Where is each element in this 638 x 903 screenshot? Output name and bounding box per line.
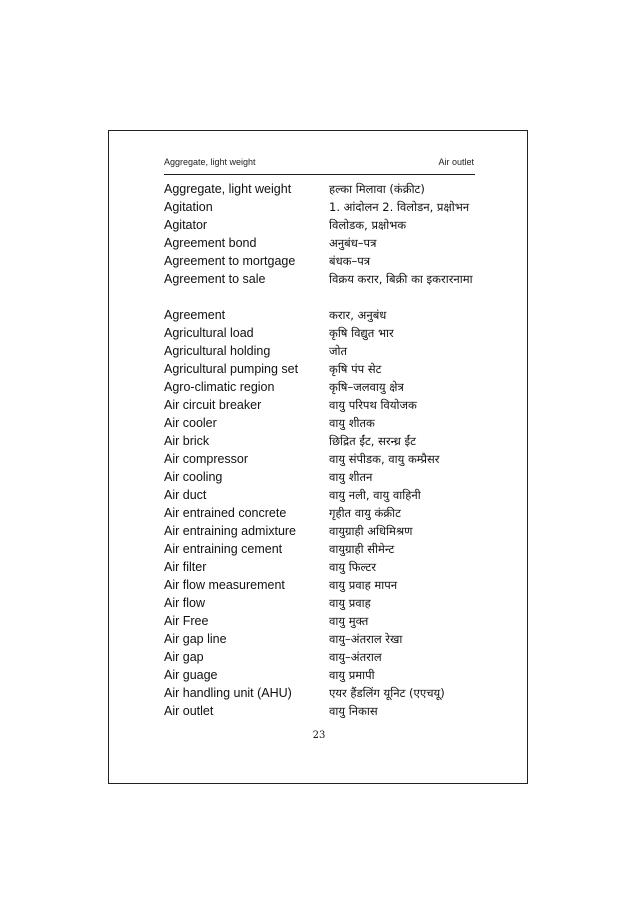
running-header-first-term: Aggregate, light weight — [164, 157, 256, 167]
entry-meaning: बंधक–पत्र — [329, 254, 371, 268]
glossary-entry — [164, 558, 494, 576]
entry-meaning: वायु संपीडक, वायु कम्प्रैसर — [329, 452, 440, 466]
entry-term: Air brick — [164, 434, 210, 448]
glossary-entry — [164, 360, 494, 378]
entry-term: Agricultural pumping set — [164, 362, 299, 376]
glossary-entry — [164, 540, 494, 558]
glossary-entry — [164, 666, 494, 684]
glossary-entry — [164, 342, 494, 360]
glossary-entry — [164, 522, 494, 540]
entry-term: Air guage — [164, 668, 218, 682]
glossary-entry — [164, 612, 494, 630]
entry-term: Agitator — [164, 218, 208, 232]
glossary-entry — [164, 252, 494, 270]
entry-term: Air flow — [164, 596, 205, 610]
entry-term: Air entraining cement — [164, 542, 283, 556]
entry-term: Air outlet — [164, 704, 214, 718]
entry-meaning: वायु प्रमापी — [329, 668, 375, 682]
glossary-list — [164, 180, 494, 720]
entry-meaning: वायु नली, वायु वाहिनी — [329, 488, 421, 502]
glossary-entry — [164, 504, 494, 522]
entry-meaning: वायुग्राही सीमेन्ट — [329, 542, 395, 556]
glossary-entry — [164, 324, 494, 342]
glossary-entry — [164, 198, 494, 216]
glossary-entry — [164, 468, 494, 486]
entry-term: Agreement bond — [164, 236, 257, 250]
glossary-entry — [164, 234, 494, 252]
entry-meaning: जोत — [329, 344, 348, 358]
entry-meaning: वायु प्रवाह मापन — [329, 578, 398, 592]
glossary-entry — [164, 378, 494, 396]
entry-meaning: वायु शीतक — [329, 416, 375, 430]
glossary-entry — [164, 216, 494, 234]
entry-term: Air flow measurement — [164, 578, 285, 592]
entry-meaning: वायु मुक्त — [329, 614, 369, 628]
entry-meaning: वायु परिपथ वियोजक — [329, 398, 417, 412]
entry-term: Air compressor — [164, 452, 249, 466]
entry-meaning: अनुबंध–पत्र — [329, 236, 377, 250]
glossary-entry — [164, 180, 494, 198]
glossary-entry — [164, 594, 494, 612]
glossary-entry — [164, 486, 494, 504]
entry-term: Air entraining admixture — [164, 524, 297, 538]
entry-meaning: वायु निकास — [329, 704, 378, 718]
entry-meaning: छिद्रित ईंट, सरन्ध्र ईंट — [329, 434, 416, 448]
running-header — [164, 157, 474, 175]
entry-meaning: वायु शीतन — [329, 470, 373, 484]
entry-meaning: वायु–अंतराल — [329, 650, 382, 664]
entry-meaning: कृषि पंप सेट — [329, 362, 382, 376]
glossary-entry — [164, 396, 494, 414]
entry-term: Air handling unit (AHU) — [164, 686, 292, 700]
entry-term: Agro-climatic region — [164, 380, 275, 394]
entry-term: Air circuit breaker — [164, 398, 262, 412]
entry-meaning: वायु प्रवाह — [329, 596, 371, 610]
glossary-entry — [164, 306, 494, 324]
entry-term: Aggregate, light weight — [164, 182, 292, 196]
entry-meaning: विलोडक, प्रक्षोभक — [329, 218, 407, 232]
glossary-entry — [164, 450, 494, 468]
glossary-entry — [164, 630, 494, 648]
entry-meaning: गृहीत वायु कंक्रीट — [329, 506, 401, 520]
entry-term: Agricultural load — [164, 326, 254, 340]
page-number: 23 — [312, 730, 326, 741]
entry-term: Air Free — [164, 614, 209, 628]
entry-meaning: वायुग्राही अधिमिश्रण — [329, 524, 413, 538]
glossary-entry — [164, 432, 494, 450]
entry-term: Air duct — [164, 488, 207, 502]
entry-term: Agreement to mortgage — [164, 254, 296, 268]
entry-meaning: करार, अनुबंध — [329, 308, 387, 322]
glossary-entry — [164, 414, 494, 432]
header-divider — [164, 174, 475, 175]
entry-term: Agricultural holding — [164, 344, 271, 358]
entry-meaning: कृषि–जलवायु क्षेत्र — [329, 380, 404, 394]
entry-term: Air cooler — [164, 416, 217, 430]
glossary-entry — [164, 702, 494, 720]
entry-term: Air cooling — [164, 470, 223, 484]
entry-meaning: 1. आंदोलन 2. विलोडन, प्रक्षोभन — [329, 200, 470, 214]
entry-term: Agreement to sale — [164, 272, 266, 286]
running-header-last-term: Air outlet — [438, 157, 474, 167]
entry-meaning: कृषि विद्युत भार — [329, 326, 394, 340]
glossary-entry — [164, 576, 494, 594]
glossary-entry — [164, 684, 494, 702]
entry-term: Air filter — [164, 560, 207, 574]
entry-term: Air entrained concrete — [164, 506, 287, 520]
entry-meaning: एयर हैंडलिंग यूनिट (एएचयू) — [329, 686, 445, 700]
glossary-entry — [164, 270, 494, 306]
entry-term: Agreement — [164, 308, 226, 322]
glossary-entry — [164, 648, 494, 666]
entry-meaning: वायु फिल्टर — [329, 560, 377, 574]
entry-meaning: हल्का मिलावा (कंक्रीट) — [329, 182, 425, 196]
entry-term: Agitation — [164, 200, 213, 214]
entry-term: Air gap line — [164, 632, 227, 646]
entry-meaning: विक्रय करार, बिक्री का इकरारनामा — [329, 272, 473, 286]
entry-term: Air gap — [164, 650, 204, 664]
entry-meaning: वायु–अंतराल रेखा — [329, 632, 403, 646]
